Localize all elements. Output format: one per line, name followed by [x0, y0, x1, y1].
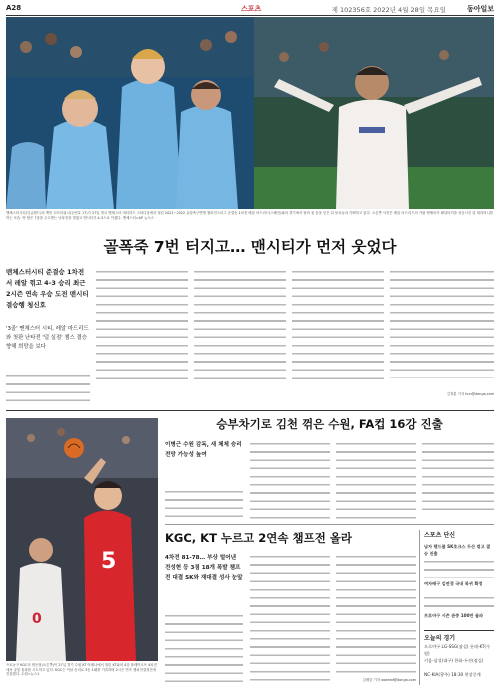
article3-text-column-1 — [165, 612, 243, 682]
basketball-photo-caption: 프로농구 KGC의 변준형(오른쪽)이 27일 경기 수원 KT 아레나에서 열린 KT와의 4강 플레이오프 4차전에서 골밑 돌파를 시도하고 있다. KGC는 이날 승리로 3승 1패를 기록하며 2시즌 연속 챔피언결정전에 진출했다. 수원=뉴스1 — [6, 663, 157, 677]
page-header — [6, 3, 494, 16]
benzema-celebration-photo — [254, 17, 494, 209]
sidebar-box-line-1: 프로야구 LG-SSG(잠실) 롯데-KT(수원) — [424, 644, 491, 656]
svg-text:5: 5 — [101, 549, 117, 574]
sidebar-box-title: 오늘의 경기 — [424, 630, 494, 642]
basketball-game-photo — [6, 418, 158, 661]
article2-text-column-1 — [165, 488, 243, 518]
sidebar-box-line-2: 키움-삼성(대구) 한화-두산(잠실) — [424, 658, 484, 663]
article1-subhead: '3골' 맨체스터 시티, 레알 마드리드와 첫판 난타전 '덜 실점' 챔스 결승 향해 희망을 보다 — [6, 326, 89, 350]
sidebar-item-1-text — [424, 558, 494, 578]
top-photo-caption: 맨체스터시티(잉글랜드)의 케빈 더브라위너(등번호 17)가 27일 영국 맨체스터 에티하드 스타디움에서 열린 2021~2022 유럽축구연맹 챔피언스리그 준결승 1차전 레알 마드리드(스페인)와의 경기에서 팀의 첫 골을 넣은 뒤 동료들과 기뻐하고 있다. 오른쪽 사진은 레알 마드리드의 카림 벤제마가 페널티킥을 성공시킨 뒤 세리머니를 하는 모습. 양 팀은 7골을 주고받는 난타전을 벌였고 맨시티가 4-3으로 이겼다. 맨체스터=AP 뉴시스 — [6, 211, 494, 220]
article2-text-column-3 — [336, 440, 416, 520]
article1-text-column-3 — [194, 268, 286, 386]
article3-byline: 김배중 기자 wanted@donga.com — [362, 678, 416, 682]
sidebar-item-2-text — [424, 594, 494, 612]
sidebar-title: 스포츠 단신 — [424, 532, 456, 539]
article1-text-column-5 — [390, 268, 494, 378]
main-headline: 골폭죽 7번 터지고… 맨시티가 먼저 웃었다 — [103, 238, 397, 256]
sidebar-box-line-3: NC-KIA(광주) 18:30 현장중계 — [424, 672, 481, 677]
article1-lead: 맨체스터시티 준결승 1차전서 레알 꺾고 4-3 승리 최근 2시즌 연속 우승 도전 맨시티 결승행 청신호 — [6, 268, 89, 309]
newspaper-logo: 동아일보 — [466, 5, 494, 13]
article2-bottom-rule — [165, 524, 494, 525]
article3-lead: 4차전 81-78… 부상 털어낸 전성현 등 3점 18개 폭발 챔프전 대결 SK와 재대결 성사 눈앞 — [165, 555, 243, 581]
sidebar-divider — [419, 530, 420, 685]
issue-info: 제 102356호 2022년 4월 28일 목요일 — [331, 6, 446, 14]
article2-text-column-4 — [422, 440, 494, 512]
article3-text-column-3 — [336, 553, 416, 673]
article2-headline: 승부차기로 김천 꺾은 수원, FA컵 16강 진출 — [216, 417, 443, 431]
sidebar-item-3: 프로야구 시즌 관중 100만 돌파 — [424, 613, 484, 618]
page-number: A28 — [6, 4, 22, 12]
article3-headline: KGC, KT 누르고 2연속 챔프전 올라 — [165, 531, 353, 545]
article2-text-column-2 — [250, 440, 330, 520]
sidebar-item-1: 남자 핸드볼 SK호크스 두산 꺾고 결승 진출 — [424, 544, 491, 556]
article1-byline: 김정훈 기자 hun@donga.com — [446, 392, 494, 396]
section-title: 스포츠 — [241, 5, 262, 13]
article3-text-column-2 — [250, 553, 330, 681]
article2-lead: 이병근 수원 감독, 새 체제 승리 전망 가능성 높여 — [165, 442, 242, 458]
article1-text-column-1 — [6, 372, 90, 402]
man-city-celebration-photo — [6, 17, 254, 209]
section-divider — [6, 410, 494, 411]
article1-text-column-4 — [292, 268, 384, 386]
svg-text:0: 0 — [32, 611, 42, 627]
sidebar-item-2: 여자배구 김연경 국내 복귀 확정 — [424, 581, 483, 586]
article1-text-column-2 — [96, 268, 188, 386]
